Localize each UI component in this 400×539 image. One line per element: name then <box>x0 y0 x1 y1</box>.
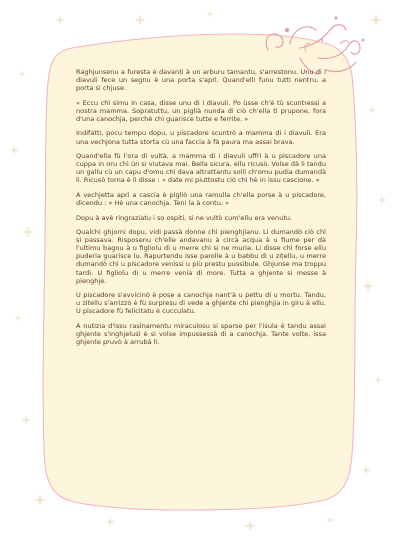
sparkle-icon <box>14 314 22 322</box>
story-text <box>76 68 326 353</box>
story-paragraph: « Eccu chì simu in casa, disse unu di i diavuli. Po ùsse ch'è tù scuntressi a nostra mamma. Sopratuttu, un piglià nunda di ciò ch'ella ti prupone, fora d'una canochja, perchè chì guarisce tutte e ferrite. » <box>76 98 326 123</box>
story-paragraph: Raghjunsenu a furesta è davanti à un arburu tamantu, s'arrestonu. Unu di i diavuli fece un segnu è una porta s'aprì. Quand'elli funu tutti nentru, a porta si chjuse. <box>76 68 326 93</box>
sparkle-icon <box>374 376 382 384</box>
sparkle-icon <box>326 516 334 524</box>
sparkle-icon <box>34 494 46 506</box>
sparkle-icon <box>362 280 374 292</box>
story-paragraph: Quand'ella fù l'ora di vultà, a mamma di i diavuli uffrì à u piscadore una cuppa in oru chì ùn si viutava mai. Bella sicura, ellu ricusò. Volse dà li tandu un gallu cù un capu d'omu chì dava altrattantu solli ch'omu pudia dumandà li. Ricusò torna è lì disse : « date mi piuttostu ciò chì hè in issu cascione. » <box>76 152 326 185</box>
sparkle-icon <box>21 415 31 425</box>
story-paragraph: Dopu à avè ringraziatu i so ospiti, si ne vultò cum'ellu era venutu. <box>76 213 293 222</box>
story-paragraph: U piscadore s'avvicinò è pose a canochja nant'à u pettu di u mortu. Tandu, u zitellu s'arrizzò è fù surpresu di vede a ghjente chì pienghjia in giru à ellu. U piscadore fù felicitatu è cucculatu. <box>76 291 326 316</box>
sparkle-icon <box>244 520 256 532</box>
sparkle-icon <box>134 14 146 26</box>
sparkle-icon <box>55 15 65 25</box>
story-paragraph: Qualchi ghjorni dopu, vidi passà donne chì pienghjianu. Li dumandò ciò chì si passava. Risposenu ch'elle andavanu à circà acqua à u fiume per dà l'ultimu bagnu à u figliolu di u merre chì si ne muria. Li disse chì forse ellu puderia guarisce lu. Rapurtendu isse parolle à u babbu di u zitellu, u merre dumandò chì u piscadore venissi u più prestu pussibule. Ghjunse ma troppu tardi. U figliolu di u merre venia di more. Tutta a ghjente si messe à pienghje. <box>76 228 326 285</box>
sparkle-icon <box>368 106 376 114</box>
sparkle-icon <box>9 145 19 155</box>
sparkle-icon <box>361 465 371 475</box>
sparkle-icon <box>377 195 387 205</box>
sparkle-icon <box>105 517 115 527</box>
sparkle-icon <box>18 70 26 78</box>
story-paragraph: A vechjetta aprì a cascia è pigliò una ramulla ch'ella porse à u piscadore, dicendu : « Hè una canochja. Teni la à contu. » <box>76 190 326 207</box>
sparkle-icon <box>22 226 34 238</box>
story-paragraph: Indifatti, pocu tempu dopu, u piscadore scuntrò a mamma di i diavuli. Era una vechjona tutta storta cù una faccia à fà paura ma assai brava. <box>76 129 326 146</box>
story-paragraph: A nutizia d'issu rasinamentu miraculosu si sparse per l'isula è tandu assai ghjente s'inghjelusì è si volse impussessà di a canochja. Tante volte, issa ghjente pruvò à arrubà lì. <box>76 321 326 347</box>
sparkle-icon <box>206 10 214 18</box>
sparkle-icon <box>370 14 382 26</box>
